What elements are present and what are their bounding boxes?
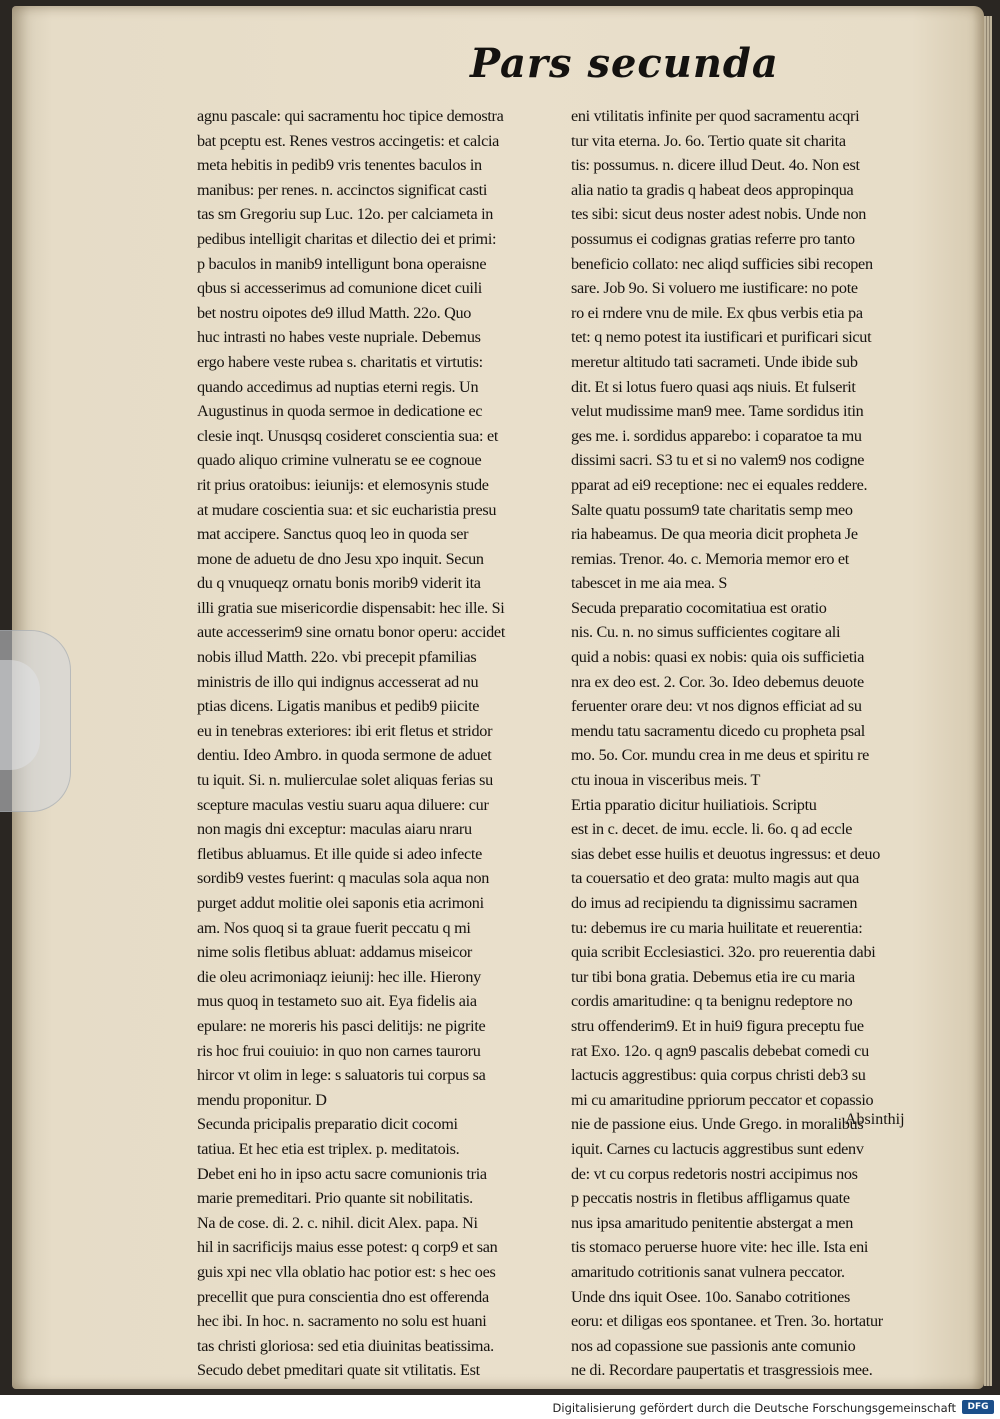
text-line: tu iquit. Si. n. mulierculae solet aliquas ferias su <box>197 771 493 790</box>
text-line: Secudo debet pmeditari quate sit vtilitatis. Est <box>197 1361 480 1380</box>
text-line: ne di. Recordare paupertatis et trasgressiois mee. <box>571 1361 873 1380</box>
text-line: tis stomaco peruerse huore vite: hec ille. Ista eni <box>571 1238 869 1257</box>
text-line: Augustinus in quoda sermoe in dedicatione ec <box>197 402 483 421</box>
text-line: hil in sacrificijs maius esse potest: q corp9 et san <box>197 1238 498 1257</box>
text-line: nie de passione eius. Unde Grego. in moralibus <box>571 1115 864 1134</box>
text-line: dit. Et si lotus fuero quasi aqs niuis. Et fulserit <box>571 377 856 396</box>
text-line: dissimi sacri. S3 tu et si no valem9 nos codigne <box>571 451 865 470</box>
text-line: epulare: ne moreris his pasci delitijs: ne pigrite <box>197 1016 486 1035</box>
text-line: quid a nobis: quasi ex nobis: quia ois sufficietia <box>571 648 865 667</box>
text-line: quia scribit Ecclesiastici. 32o. pro reuerentia dabi <box>571 943 876 962</box>
text-line: manibus: per renes. n. accinctos significat casti <box>197 180 488 199</box>
text-line: p peccatis nostris in fletibus affligamus quate <box>571 1189 850 1208</box>
text-line: fletibus abluamus. Et ille quide si adeo infecte <box>197 844 482 863</box>
text-line: Na de cose. di. 2. c. nihil. dicit Alex. papa. Ni <box>197 1213 478 1232</box>
text-line: possumus ei codignas gratias referre pro tanto <box>571 229 855 248</box>
text-line: non magis dni exceptur: maculas aiaru nraru <box>197 820 472 839</box>
text-line: mendu proponitur. D <box>197 1090 327 1109</box>
text-line: pparat ad ei9 receptione: nec ei equales reddere. <box>571 475 868 494</box>
text-line: bet nostru oipotes de9 illud Matth. 22o. Quo <box>197 303 472 322</box>
text-line: do imus ad recipiendu ta dignissimu sacramen <box>571 894 858 912</box>
text-line: hec ibi. In hoc. n. sacramento no solu est huani <box>197 1312 487 1331</box>
text-line: meretur altitudo tati sacrameti. Unde ibide sub <box>571 352 858 371</box>
text-line: illi gratia sue misericordie dispensabit: hec ille. Si <box>197 598 505 617</box>
text-line: eni vtilitatis infinite per quod sacramentu acqri <box>571 107 860 125</box>
text-line: pedibus intelligit charitas et dilectio dei et primi: <box>197 229 497 248</box>
text-line: tabescet in me aia mea. S <box>571 574 728 593</box>
text-line: sias debet esse huilis et deuotus ingressus: et deuo <box>571 844 880 863</box>
text-line: eu in tenebras exteriores: ibi erit fletus et stridor <box>197 721 493 740</box>
text-line: ris hoc frui couiuio: in quo non carnes tauroru <box>197 1041 481 1060</box>
text-line: mat accipere. Sanctus quoq leo in quoda ser <box>197 525 469 544</box>
text-line: lactucis aggrestibus: quia corpus christi deb3 su <box>571 1066 866 1085</box>
text-line: mone de aduetu de dno Jesu xpo inquit. Secun <box>197 549 484 568</box>
text-line: at mudare coscientia sua: et sic eucharistia presu <box>197 500 497 519</box>
text-line: huc intrasti no habes veste nupriale. Debemus <box>197 328 481 347</box>
text-line: nime solis fletibus abluat: addamus miseicor <box>197 943 472 962</box>
footer-credit: Digitalisierung gefördert durch die Deutsche Forschungsgemeinschaft <box>552 1401 956 1415</box>
text-line: stru offenderim9. Et in hui9 figura preceptu fue <box>571 1016 864 1035</box>
page-edge <box>984 16 992 1386</box>
text-line: scepture maculas vestiu suaru aqua diluere: cur <box>197 795 489 814</box>
text-line: cordis amaritudine: q ta benignu redeptore no <box>571 992 853 1011</box>
left-text-column <box>197 104 559 1383</box>
text-line: quado aliquo crimine vulneratu se ee cognoue <box>197 451 482 470</box>
text-line: tas sm Gregoriu sup Luc. 12o. per calciameta in <box>197 205 494 224</box>
right-text-column <box>571 104 933 1383</box>
text-line: nra ex deo est. 2. Cor. 3o. Ideo debemus deuote <box>571 672 864 691</box>
text-line: tet: q nemo potest ita iustificari et purificari sicut <box>571 328 872 347</box>
text-line: tur tibi bona gratia. Debemus etia ire cu maria <box>571 967 855 986</box>
text-line: eoru: et diligas eos spontanee. et Tren. 3o. hortatur <box>571 1312 883 1331</box>
text-line: ges me. i. sordidus apparebo: i coparatoe ta mu <box>571 426 862 445</box>
text-line: guis xpi nec vlla oblatio hac potior est: s hec oes <box>197 1262 496 1281</box>
text-line: tis: possumus. n. dicere illud Deut. 4o. Non est <box>571 156 860 175</box>
text-line: agnu pascale: qui sacramentu hoc tipice demostra <box>197 107 504 125</box>
text-line: Secunda pricipalis preparatio dicit cocomi <box>197 1115 458 1134</box>
text-line: ergo habere veste rubea s. charitatis et virtutis: <box>197 352 483 371</box>
text-line: Secuda preparatio cocomitatiua est oratio <box>571 598 827 617</box>
text-line: ro ei rndere vnu de mile. Ex qbus verbis etia pa <box>571 303 863 322</box>
text-line: mi cu amaritudine ppriorum peccator et copassio <box>571 1090 874 1109</box>
text-line: hircor vt olim in lege: s saluatoris tui corpus sa <box>197 1066 486 1085</box>
text-line: tes sibi: sicut deus noster adest nobis. Unde non <box>571 205 867 224</box>
text-line: ctu inoua in visceribus meis. T <box>571 771 761 790</box>
text-line: est in c. decet. de imu. eccle. li. 6o. q ad eccle <box>571 820 853 839</box>
text-line: dentiu. Ideo Ambro. in quoda sermone de aduet <box>197 746 492 765</box>
text-line: de: vt cu corpus redetoris nostri accipimus nos <box>571 1164 858 1183</box>
text-line: tur vita eterna. Jo. 6o. Tertio quate sit charita <box>571 131 846 150</box>
text-line: ministris de illo qui indignus accesserat ad nu <box>197 672 479 691</box>
text-line: rat Exo. 12o. q agn9 pascalis debebat comedi cu <box>571 1041 869 1060</box>
text-line: amaritudo cotritionis sanat vulnera peccator. <box>571 1262 845 1281</box>
text-line: rit prius oratoibus: ieiunijs: et elemosynis stude <box>197 475 489 494</box>
catchword: Absinthij <box>845 1111 905 1128</box>
text-line: qbus si accesserimus ad comunione dicet cuili <box>197 279 482 298</box>
text-line: nis. Cu. n. no simus sufficientes cogitare ali <box>571 623 841 642</box>
text-line: Ertia pparatio dicitur huiliatiois. Scriptu <box>571 795 817 814</box>
text-line: clesie inqt. Unusqsq cosideret conscientia sua: et <box>197 426 499 445</box>
text-line: ria habeamus. De qua meoria dicit propheta Je <box>571 525 858 544</box>
text-line: nobis illud Matth. 22o. vbi precepit pfamilias <box>197 648 477 667</box>
text-line: sare. Job 9o. Si voluero me iustificare: no pote <box>571 279 858 298</box>
text-line: Debet eni ho in ipso actu sacre comunionis tria <box>197 1164 487 1183</box>
text-line: alia natio ta gradis q habeat deos appropinqua <box>571 180 854 199</box>
text-line: Unde dns iquit Osee. 10o. Sanabo cotritiones <box>571 1287 851 1306</box>
text-line: am. Nos quoq si ta graue fuerit peccatu q mi <box>197 918 471 937</box>
text-line: p baculos in manib9 intelligunt bona operaisne <box>197 254 487 273</box>
text-line: aute accesserim9 sine ornatu bonor operu: accidet <box>197 623 506 642</box>
text-line: mendu tatu sacramentu dicedo cu propheta psal <box>571 721 865 740</box>
text-line: feruenter orare deu: vt nos dignos efficiat ad su <box>571 697 862 716</box>
text-line: nos ad copassione sue passionis ante comunio <box>571 1336 856 1355</box>
text-line: nus ipsa amaritudo penitentie abstergat a men <box>571 1213 853 1232</box>
bookmark-clip-inner <box>0 660 40 770</box>
text-line: purget addut molitie olei saponis etia acrimoni <box>197 894 484 912</box>
text-line: Salte quatu possum9 tate charitatis semp meo <box>571 500 853 519</box>
running-header: Pars secunda <box>470 40 779 87</box>
text-line: mo. 5o. Cor. mundu crea in me deus et spiritu re <box>571 746 870 765</box>
text-line: ptias dicens. Ligatis manibus et pedib9 piicite <box>197 697 480 716</box>
text-line: ta couersatio et deo grata: multo magis aut qua <box>571 869 859 888</box>
text-line: sordib9 vestes fuerint: q maculas sola aqua non <box>197 869 490 888</box>
text-line: velut mudissime man9 mee. Tame sordidus itin <box>571 402 864 421</box>
text-line: iquit. Carnes cu lactucis aggrestibus sunt edenv <box>571 1139 864 1158</box>
dfg-logo-icon: DFG <box>962 1400 994 1414</box>
text-line: beneficio collato: nec aliqd sufficies sibi recopen <box>571 254 873 273</box>
text-line: marie premeditari. Prio quante sit nobilitatis. <box>197 1189 473 1208</box>
text-line: tatiua. Et hec etia est triplex. p. meditatois. <box>197 1139 460 1158</box>
text-line: mus quoq in testameto suo ait. Eya fidelis aia <box>197 992 477 1011</box>
text-line: du q vnuqueqz ornatu bonis morib9 viderit ita <box>197 574 481 593</box>
text-line: tu: debemus ire cu maria huilitate et reuerentia: <box>571 918 863 937</box>
text-line: meta hebitis in pedib9 vris tenentes baculos in <box>197 156 482 175</box>
text-line: bat pceptu est. Renes vestros accingetis: et calcia <box>197 131 500 150</box>
text-line: remias. Trenor. 4o. c. Memoria memor ero et <box>571 549 849 568</box>
text-line: precellit que pura conscientia dno est offerenda <box>197 1287 489 1306</box>
text-line: tas christi gloriosa: sed etia diuinitas beatissima. <box>197 1336 494 1355</box>
text-line: quando accedimus ad nuptias eterni regis. Un <box>197 377 479 396</box>
text-line: die oleu acrimoniaqz ieiunij: hec ille. Hierony <box>197 967 481 986</box>
